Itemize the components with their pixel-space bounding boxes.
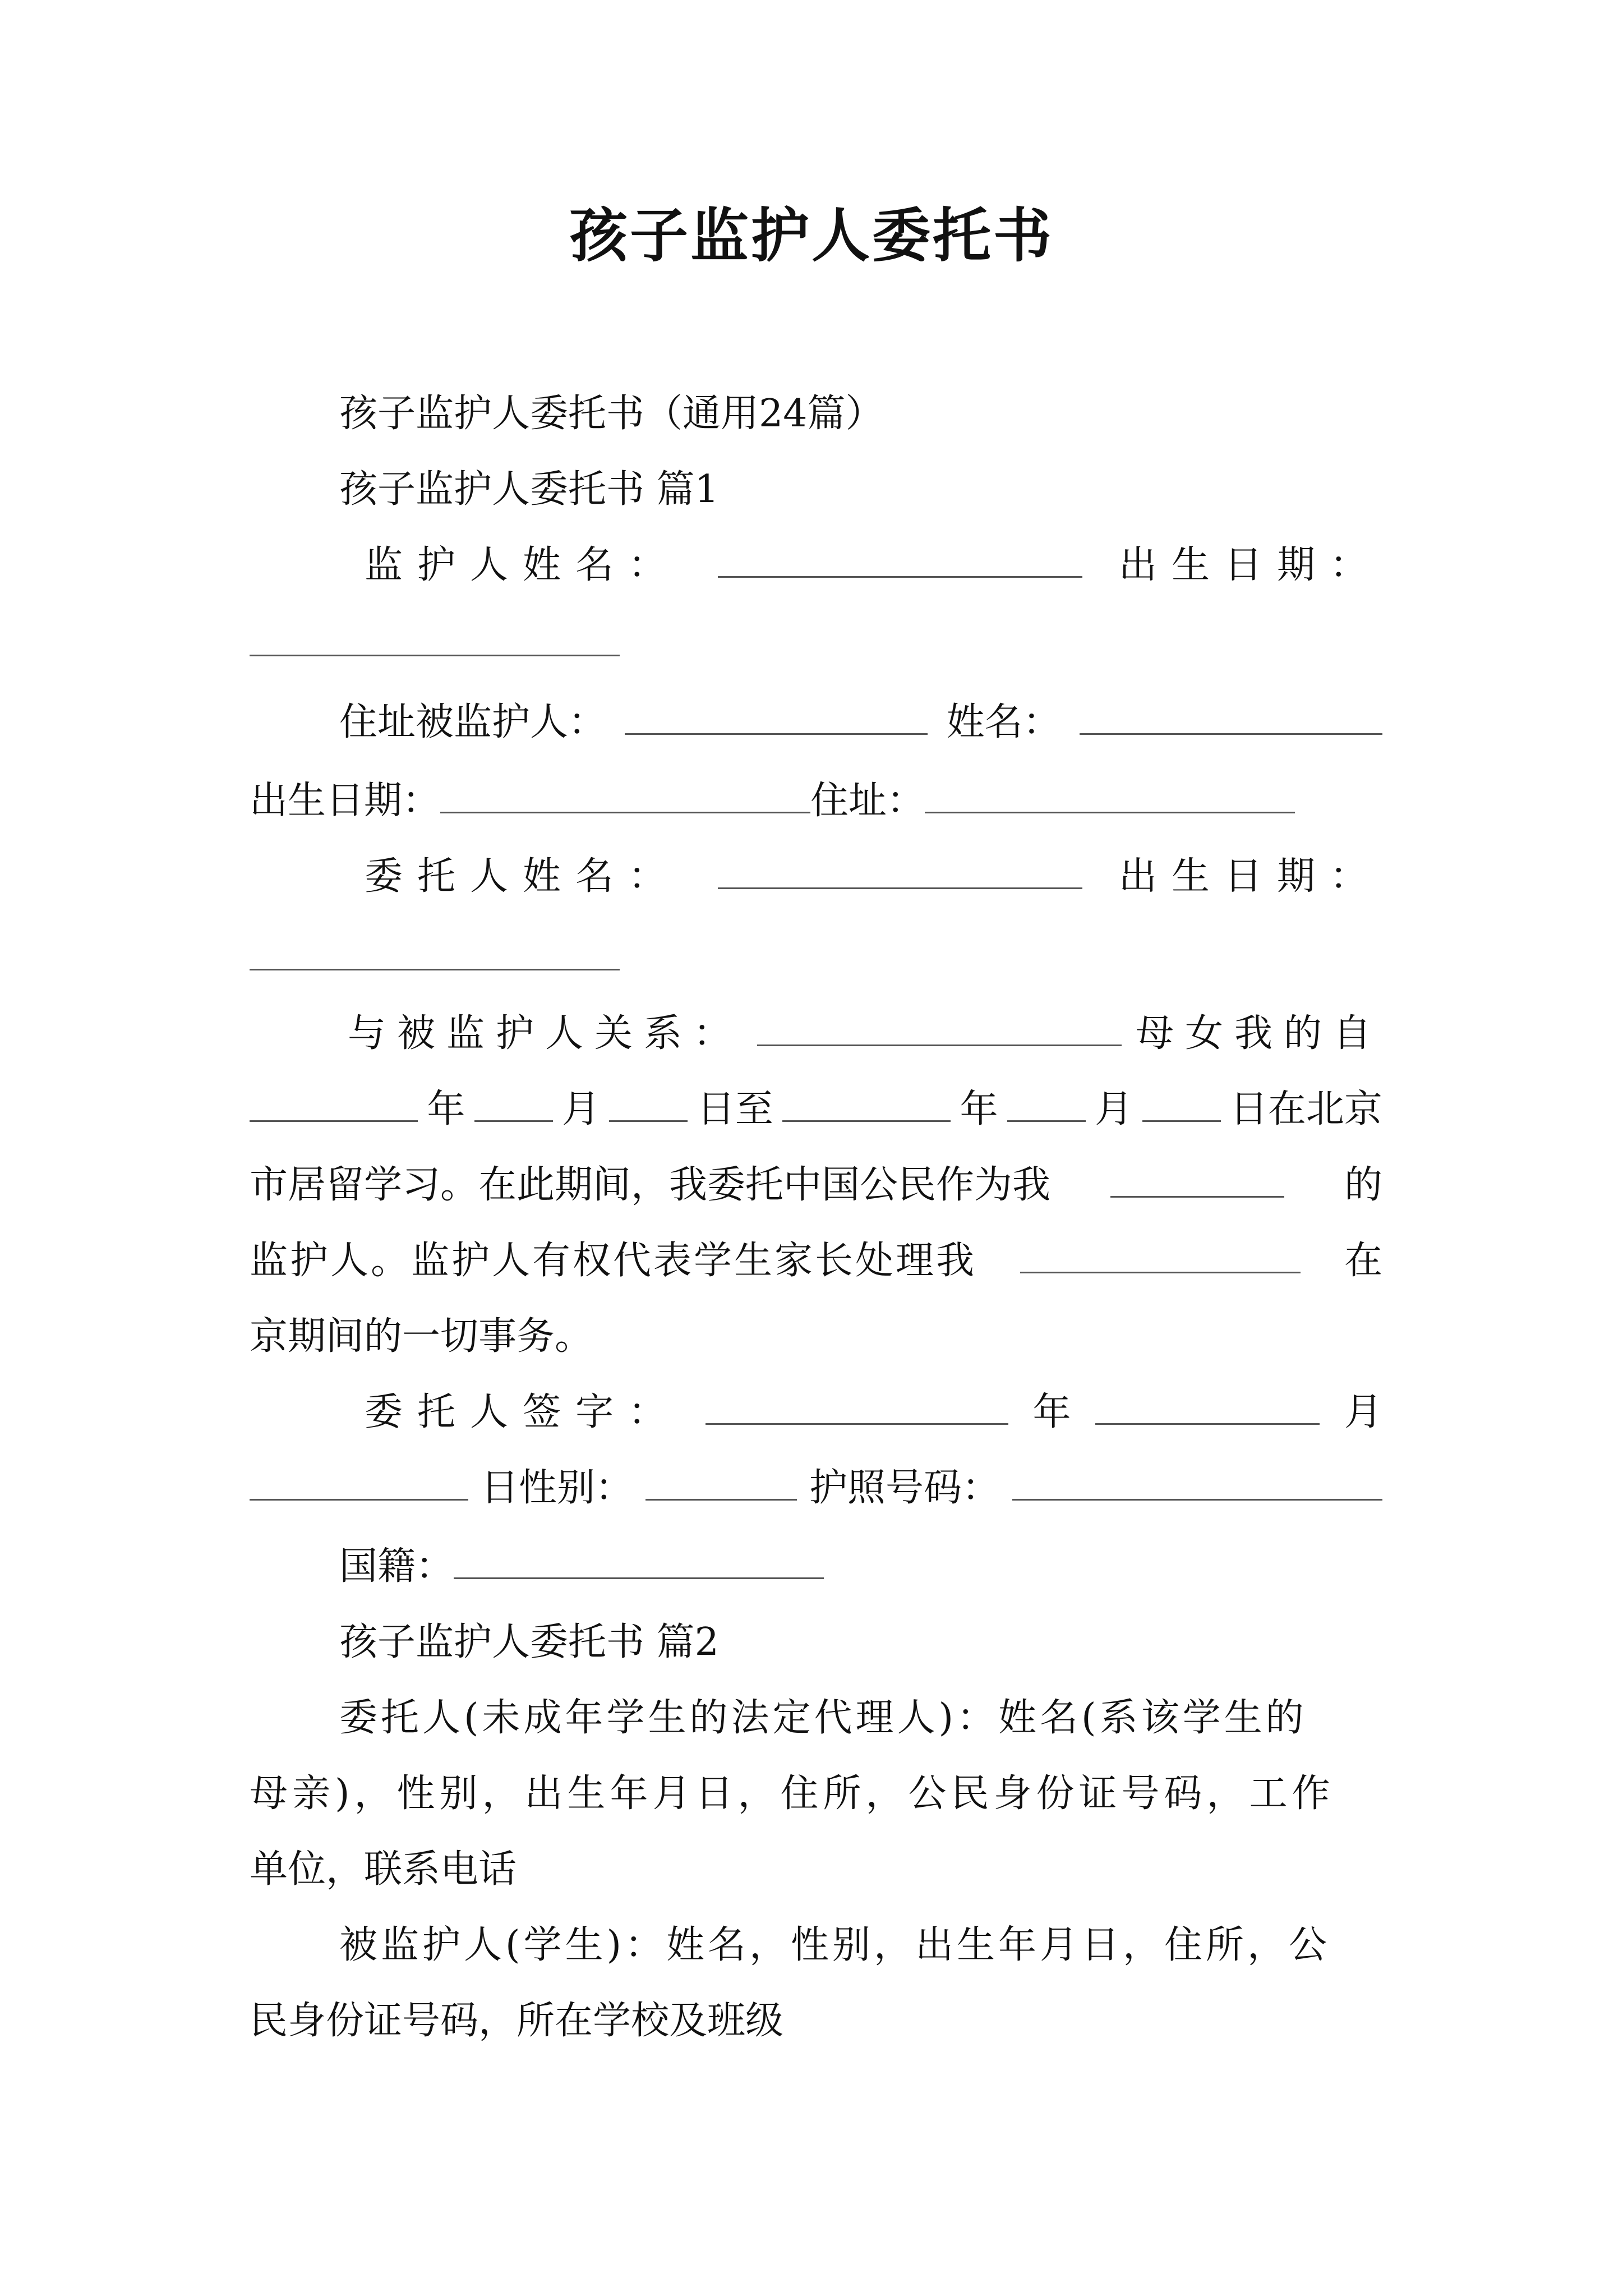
- client-birth-blank: [250, 935, 620, 970]
- document-title: 孩子监护人委托书: [569, 201, 1054, 270]
- relation-row: [250, 1007, 1382, 1061]
- day-gender-label: 日性别：: [480, 1466, 633, 1510]
- nationality-label: 国籍：: [339, 1544, 454, 1589]
- name-blank: [1080, 700, 1382, 735]
- handle-for-blank: [1020, 1238, 1301, 1273]
- from-month-blank: [474, 1087, 553, 1122]
- gender-passport-row: [250, 1461, 1382, 1515]
- sign-month-label: 月: [1344, 1390, 1382, 1434]
- day-in-beijing-label: 日在北京: [1229, 1087, 1382, 1131]
- client-line-2: 母亲)，性别，出生年月日，住所，公民身份证号码，工作: [250, 1772, 1335, 1816]
- document-subtitle: 孩子监护人委托书（通用24篇）: [339, 392, 884, 436]
- client-name-blank: [718, 854, 1082, 889]
- day-to-label: 日至: [697, 1087, 773, 1131]
- section-heading-1: 孩子监护人委托书 篇1: [339, 467, 719, 512]
- relation-label: 与被监护人关系：: [348, 1011, 743, 1056]
- date-range-row: [250, 1083, 1382, 1137]
- ward-line-2: 民身份证号码，所在学校及班级: [250, 1999, 784, 2043]
- sign-row: [250, 1386, 1382, 1439]
- sign-year-blank: [1095, 1389, 1320, 1425]
- para-line-4a: 监护人。监护人有权代表学生家长处理我: [250, 1239, 977, 1283]
- guardian-birth-row: [250, 617, 1382, 671]
- ward-line-1: 被监护人(学生)：姓名，性别，出生年月日，住所，公: [339, 1923, 1331, 1967]
- passport-blank: [1012, 1465, 1382, 1501]
- para-line-4: [250, 1234, 1382, 1288]
- address-ward-label: 住址被监护人：: [339, 700, 607, 744]
- guardian-birth-blank: [250, 621, 620, 656]
- nationality-blank: [454, 1544, 824, 1579]
- guardian-of-blank: [1110, 1162, 1284, 1198]
- nationality-row: [250, 1540, 1382, 1594]
- client-line-3: 单位，联系电话: [250, 1847, 517, 1892]
- client-birth-label: 出生日期：: [1118, 854, 1382, 899]
- para-line-4b: 在: [1344, 1239, 1382, 1283]
- birth-label: 出生日期：: [250, 779, 441, 823]
- para-line-3: [250, 1158, 1382, 1212]
- birth-blank: [440, 778, 810, 813]
- para-line-5: 京期间的一切事务。: [250, 1314, 593, 1359]
- sign-year-label: 年: [1032, 1390, 1071, 1434]
- client-name-label: 委托人姓名：: [365, 854, 681, 899]
- to-day-blank: [1142, 1087, 1221, 1122]
- section-heading-2: 孩子监护人委托书 篇2: [339, 1620, 719, 1664]
- relation-after: 母女我的自: [1135, 1011, 1382, 1056]
- relation-blank: [757, 1011, 1122, 1046]
- guardian-birth-label: 出生日期：: [1118, 543, 1382, 587]
- client-row: [250, 850, 1382, 904]
- gender-blank: [645, 1465, 797, 1501]
- address-ward-blank: [625, 700, 928, 735]
- client-line-1: 委托人(未成年学生的法定代理人)：姓名(系该学生的: [339, 1696, 1307, 1740]
- to-year-label: 年: [960, 1087, 998, 1131]
- to-month-blank: [1007, 1087, 1086, 1122]
- para-line-3a: 市居留学习。在此期间，我委托中国公民作为我: [250, 1163, 1051, 1207]
- sign-day-blank: [250, 1465, 468, 1501]
- from-day-blank: [609, 1087, 688, 1122]
- from-month-label: 月: [562, 1087, 601, 1131]
- para-line-3b: 的: [1344, 1163, 1382, 1207]
- client-birth-row: [250, 931, 1382, 985]
- to-year-blank: [782, 1087, 951, 1122]
- address-blank: [925, 778, 1295, 813]
- from-year-label: 年: [427, 1087, 465, 1131]
- ward-row: [250, 696, 1382, 749]
- name-label: 姓名：: [946, 700, 1061, 744]
- to-month-label: 月: [1095, 1087, 1133, 1131]
- address-label: 住址：: [810, 779, 925, 823]
- ward-birth-row: [250, 774, 1382, 828]
- from-year-blank: [250, 1087, 418, 1122]
- guardian-name-label: 监护人姓名：: [365, 543, 681, 587]
- sign-label: 委托人签字：: [365, 1390, 681, 1434]
- guardian-row: [250, 539, 1382, 592]
- passport-label: 护照号码：: [809, 1466, 1000, 1510]
- guardian-name-blank: [718, 542, 1082, 578]
- sign-blank: [706, 1389, 1008, 1425]
